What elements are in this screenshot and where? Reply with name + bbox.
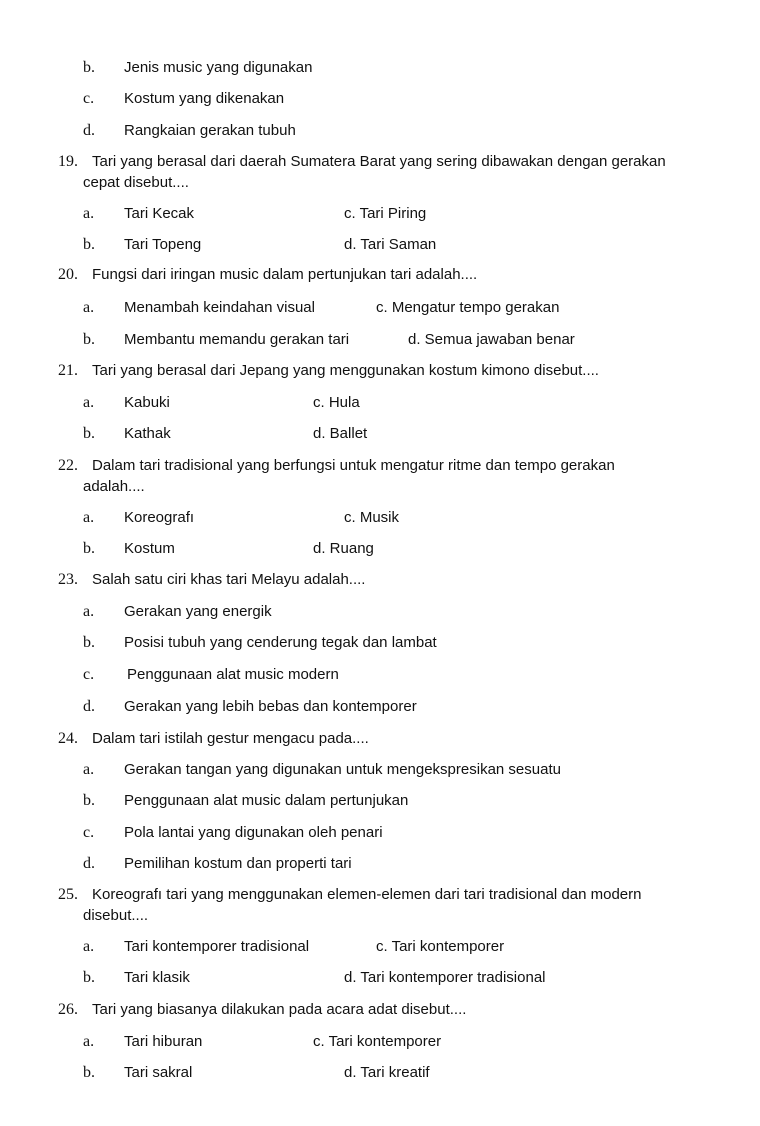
option-letter: b. — [83, 331, 95, 348]
option-letter: a. — [83, 761, 95, 778]
option-letter: b. — [83, 236, 95, 253]
question-number: 24. — [58, 730, 78, 747]
text-line: Rangkaian gerakan tubuh — [124, 122, 296, 139]
option-letter: a. — [83, 299, 95, 316]
option-letter: a. — [83, 205, 95, 222]
text-line: Membantu memandu gerakan tari — [124, 331, 350, 348]
text-line: Dalam tari tradisional yang berfungsi untuk mengatur ritme dan tempo gerakan — [92, 457, 615, 474]
text-line: d. Ballet — [313, 425, 368, 442]
question-number: 19. — [58, 153, 78, 170]
option-letter: b. — [83, 540, 95, 557]
text-line: Jenis music yang digunakan — [124, 59, 313, 76]
question-number: 26. — [58, 1001, 78, 1018]
text-line: Penggunaan alat music dalam pertunjukan — [124, 792, 409, 809]
text-line: Tari yang berasal dari daerah Sumatera Barat yang sering dibawakan dengan gerakan — [92, 153, 666, 170]
question-number: 21. — [58, 362, 78, 379]
option-letter: c. — [83, 90, 95, 107]
text-line: c. Tari kontemporer — [313, 1033, 442, 1050]
text-line: Kathak — [124, 425, 171, 442]
text-line: disebut.... — [83, 907, 149, 924]
text-line: Tari Topeng — [124, 236, 202, 253]
text-line: Tari yang berasal dari Jepang yang menggunakan kostum kimono disebut.... — [92, 362, 599, 379]
question-number: 25. — [58, 886, 78, 903]
option-letter: c. — [83, 824, 95, 841]
text-line: Posisi tubuh yang cenderung tegak dan lambat — [124, 634, 437, 651]
text-line: Tari hiburan — [124, 1033, 203, 1050]
option-letter: a. — [83, 1033, 95, 1050]
text-line: c. Musik — [344, 509, 400, 526]
text-line: Kabuki — [124, 394, 170, 411]
option-letter: d. — [83, 855, 95, 872]
text-line: Gerakan yang energik — [124, 603, 272, 620]
text-line: Pemilihan kostum dan properti tari — [124, 855, 352, 872]
text-line: d. Tari Saman — [344, 236, 437, 253]
text-line: Kostum — [124, 540, 175, 557]
text-line: Tari sakral — [124, 1064, 193, 1081]
text-line: Penggunaan alat music modern — [127, 666, 339, 683]
text-line: Tari yang biasanya dilakukan pada acara adat disebut.... — [92, 1001, 467, 1018]
option-letter: b. — [83, 792, 95, 809]
text-line: c. Hula — [313, 394, 360, 411]
text-line: Pola lantai yang digunakan oleh penari — [124, 824, 383, 841]
text-line: Gerakan tangan yang digunakan untuk mengekspresikan sesuatu — [124, 761, 561, 778]
text-line: Tari Kecak — [124, 205, 195, 222]
option-letter: c. — [83, 666, 95, 683]
text-line: d. Tari kreatif — [344, 1064, 430, 1081]
option-letter: a. — [83, 603, 95, 620]
text-line: d. Ruang — [313, 540, 374, 557]
text-line: Gerakan yang lebih bebas dan kontemporer — [124, 698, 417, 715]
text-line: Tari klasik — [124, 969, 190, 986]
text-line: Koreografı tari yang menggunakan elemen-elemen dari tari tradisional dan modern — [92, 886, 642, 903]
text-line: c. Tari kontemporer — [376, 938, 505, 955]
text-line: d. Semua jawaban benar — [408, 331, 575, 348]
text-line: c. Tari Piring — [344, 205, 427, 222]
text-line: Tari kontemporer tradisional — [124, 938, 310, 955]
text-line: Salah satu ciri khas tari Melayu adalah.... — [92, 571, 366, 588]
question-number: 22. — [58, 457, 78, 474]
option-letter: b. — [83, 634, 95, 651]
text-line: Koreografı — [124, 509, 195, 526]
option-letter: a. — [83, 938, 95, 955]
text-line: d. Tari kontemporer tradisional — [344, 969, 546, 986]
text-line: Fungsi dari iringan music dalam pertunjukan tari adalah.... — [92, 266, 478, 283]
text-line: Dalam tari istilah gestur mengacu pada.... — [92, 730, 369, 747]
text-line: cepat disebut.... — [83, 174, 189, 191]
option-letter: d. — [83, 122, 95, 139]
option-letter: b. — [83, 425, 95, 442]
option-letter: b. — [83, 969, 95, 986]
option-letter: d. — [83, 698, 95, 715]
question-number: 20. — [58, 266, 78, 283]
question-number: 23. — [58, 571, 78, 588]
text-line: adalah.... — [83, 478, 145, 495]
text-line: c. Mengatur tempo gerakan — [376, 299, 560, 316]
option-letter: b. — [83, 59, 95, 76]
option-letter: a. — [83, 509, 95, 526]
text-line: Kostum yang dikenakan — [124, 90, 285, 107]
option-letter: b. — [83, 1064, 95, 1081]
option-letter: a. — [83, 394, 95, 411]
text-line: Menambah keindahan visual — [124, 299, 315, 316]
